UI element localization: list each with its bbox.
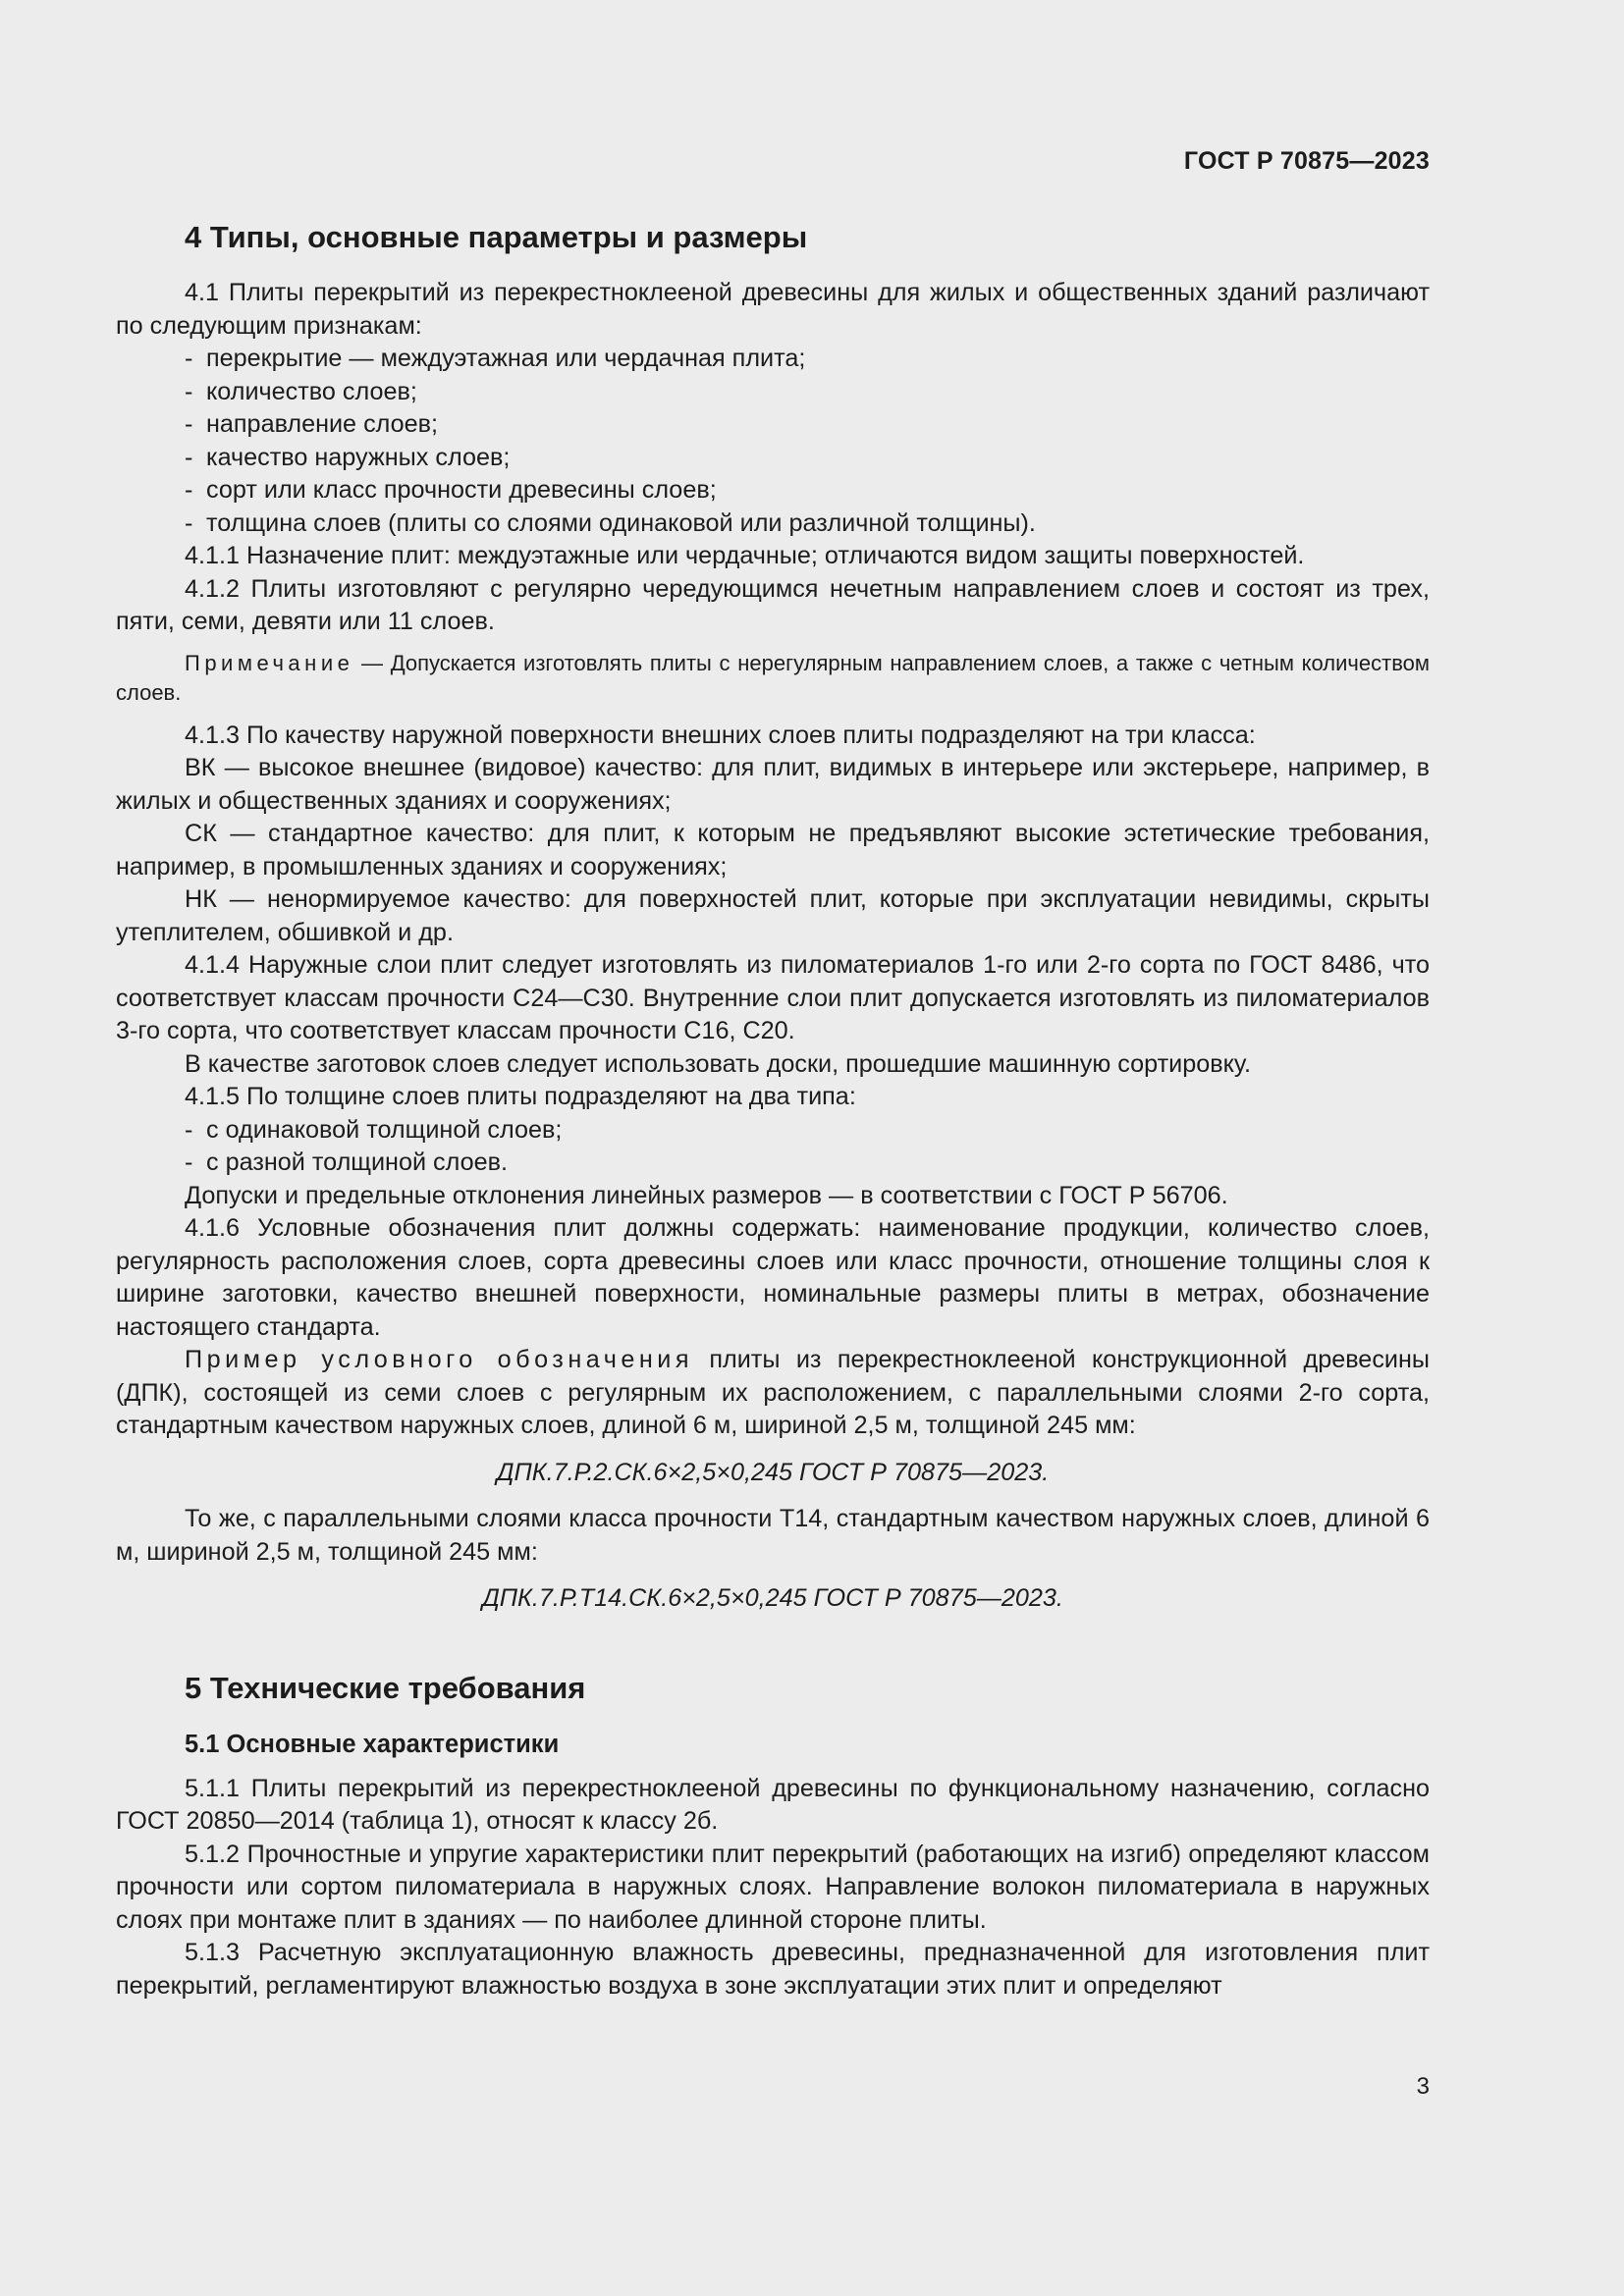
paragraph-sk: СК — стандартное качество: для плит, к которым не предъявляют высокие эстетические требования, например, в промышленных зданиях и сооружениях; bbox=[116, 820, 1430, 881]
list-item: - сорт или класс прочности древесины слоев; bbox=[185, 474, 1430, 507]
example-label: Пример условного обозначения bbox=[185, 1346, 693, 1373]
paragraph-4-1-4: 4.1.4 Наружные слои плит следует изготовлять из пиломатериалов 1-го или 2-го сорта по ГОСТ 8486, что соответствует классам прочности С24—С30. Внутренние слои плит допускается изготовлять из пиломатериалов 3-го сорта, что соответствует классам прочности С16, С20. bbox=[116, 951, 1430, 1044]
paragraph-4-1-6: 4.1.6 Условные обозначения плит должны содержать: наименование продукции, количество слоев, регулярность расположения слоев, сорта древесины слоев или класс прочности, отношение толщины слоя к ширине заготовки, качество внешней поверхности, номинальные размеры плиты в метрах, обозначение настоящего стандарта. bbox=[116, 1214, 1430, 1341]
note-paragraph bbox=[116, 649, 1430, 708]
designation-formula-2: ДПК.7.Р.Т14.СК.6×2,5×0,245 ГОСТ Р 70875—2023. bbox=[482, 1584, 1063, 1612]
list-item: - толщина слоев (плиты со слоями одинаковой или различной толщины). bbox=[185, 507, 1430, 541]
subsection-5-1-title: 5.1 Основные характеристики bbox=[185, 1730, 560, 1758]
designation-formula-1: ДПК.7.Р.2.СК.6×2,5×0,245 ГОСТ Р 70875—2023. bbox=[496, 1458, 1050, 1486]
paragraph-4-1-3: 4.1.3 По качеству наружной поверхности внешних слоев плиты подразделяют на три класса: bbox=[185, 721, 1256, 749]
page-content bbox=[116, 218, 1430, 2002]
note-label: Примечание bbox=[185, 650, 354, 675]
paragraph-blanks: В качестве заготовок слоев следует использовать доски, прошедшие машинную сортировку. bbox=[185, 1049, 1251, 1078]
section-gap bbox=[116, 1629, 1430, 1669]
paragraph-tolerances: Допуски и предельные отклонения линейных размеров — в соответствии с ГОСТ Р 56706. bbox=[185, 1181, 1228, 1209]
list-item: - направление слоев; bbox=[185, 408, 1430, 442]
page-number: 3 bbox=[1416, 2073, 1430, 2100]
paragraph-vk: ВК — высокое внешнее (видовое) качество: для плит, видимых в интерьере или экстерьере, например, в жилых и общественных зданиях и сооружениях; bbox=[116, 754, 1430, 815]
paragraph-same: То же, с параллельными слоями класса прочности Т14, стандартным качеством наружных слоев, длиной 6 м, шириной 2,5 м, толщиной 245 мм: bbox=[116, 1505, 1430, 1566]
paragraph-5-1-3: 5.1.3 Расчетную эксплуатационную влажность древесины, предназначенной для изготовления плит перекрытий, регламентируют влажностью воздуха в зоне эксплуатации этих плит и определяют bbox=[116, 1939, 1430, 2000]
document-code: ГОСТ Р 70875—2023 bbox=[1183, 147, 1430, 175]
paragraph-4-1: 4.1 Плиты перекрытий из перекрестноклееной древесины для жилых и общественных зданий различают по следующим признакам: bbox=[116, 279, 1430, 340]
list-item: - количество слоев; bbox=[185, 376, 1430, 409]
paragraph-5-1-2: 5.1.2 Прочностные и упругие характеристики плит перекрытий (работающих на изгиб) определяют классом прочности или сортом пиломатериала в наружных слоях. Направление волокон пиломатериала в наружных слоях при монтаже плит в зданиях — по наиболее длинной стороне плиты. bbox=[116, 1840, 1430, 1934]
paragraph-4-1-2: 4.1.2 Плиты изготовляют с регулярно чередующимся нечетным направлением слоев и состоят из трех, пяти, семи, девяти или 11 слоев. bbox=[116, 574, 1430, 635]
list-4-1 bbox=[116, 343, 1430, 540]
section-5-title: 5 Технические требования bbox=[185, 1670, 586, 1705]
list-4-1-5 bbox=[116, 1114, 1430, 1180]
paragraph-nk: НК — ненормируемое качество: для поверхностей плит, которые при эксплуатации невидимы, скрыты утеплителем, обшивкой и др. bbox=[116, 885, 1430, 946]
paragraph-4-1-5: 4.1.5 По толщине слоев плиты подразделяют на два типа: bbox=[185, 1083, 856, 1110]
example-paragraph bbox=[116, 1344, 1430, 1443]
list-item: - перекрытие — междуэтажная или чердачная плита; bbox=[185, 343, 1430, 376]
paragraph-4-1-1: 4.1.1 Назначение плит: междуэтажные или чердачные; отличаются видом защиты поверхностей. bbox=[185, 542, 1305, 569]
note-text: — Допускается изготовлять плиты с нерегулярным направлением слоев, а также с четным количеством слоев. bbox=[116, 650, 1430, 705]
paragraph-5-1-1: 5.1.1 Плиты перекрытий из перекрестноклееной древесины по функциональному назначению, согласно ГОСТ 20850—2014 (таблица 1), относят к классу 2б. bbox=[116, 1774, 1430, 1835]
example-text: плиты из перекрестноклееной конструкционной древесины (ДПК), состоящей из семи слоев с регулярным их расположением, с параллельными слоями 2-го сорта, стандартным качеством наружных слоев, длиной 6 м, шириной 2,5 м, толщиной 245 мм: bbox=[116, 1346, 1430, 1439]
list-item: - с разной толщиной слоев. bbox=[185, 1147, 1430, 1180]
section-4-title: 4 Типы, основные параметры и размеры bbox=[185, 220, 808, 254]
list-item: - качество наружных слоев; bbox=[185, 442, 1430, 475]
list-item: - с одинаковой толщиной слоев; bbox=[185, 1114, 1430, 1148]
